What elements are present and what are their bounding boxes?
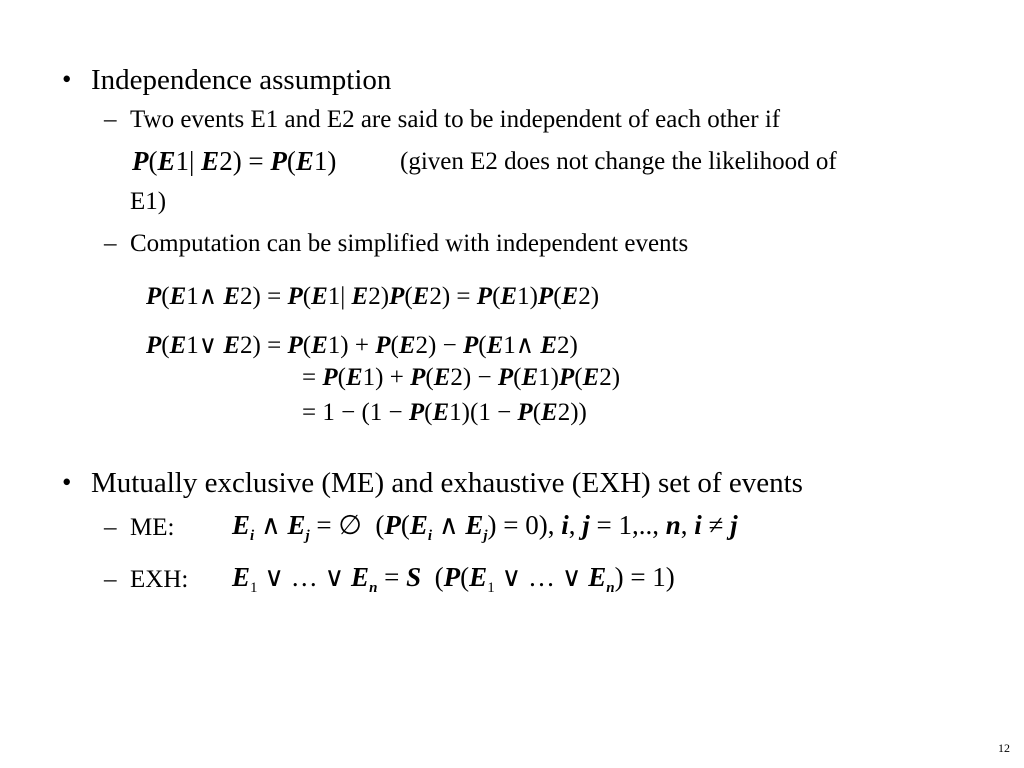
bullet-independence-assumption: Independence assumption — [91, 64, 392, 96]
sub-bullet-exh-label: EXH: — [130, 566, 189, 593]
formula-union-line3: = 1 − (1 − P(E1)(1 − P(E2)) — [302, 399, 587, 426]
dash-marker: – — [104, 514, 117, 541]
dash-marker: – — [104, 106, 117, 133]
dash-marker: – — [104, 230, 117, 257]
formula-exhaustive: $E_1$ ∨ … ∨ $E_n = S$ ($P(E_1$ ∨ … ∨ $E_n) = 1$) — [232, 562, 675, 596]
bullet-mutually-exclusive-exhaustive: Mutually exclusive (ME) and exhaustive (EXH) set of events — [91, 467, 803, 499]
bullet-marker: • — [62, 64, 72, 94]
bullet-marker: • — [62, 467, 72, 497]
sub-bullet-me-label: ME: — [130, 514, 175, 541]
formula-mutually-exclusive: $E_i$ ∧ $E_j$ = ∅ ($P(E_i$ ∧ $E_j) = 0$), i, j = 1,.., n, i ≠ j — [232, 510, 738, 544]
formula-joint-probability: P(E1∧ E2) = P(E1| E2)P(E2) = P(E1)P(E2) — [146, 283, 600, 310]
formula-conditional-independence: P(E1| E2) = P(E1) — [132, 146, 337, 176]
sub-bullet-computation: Computation can be simplified with independent events — [130, 230, 689, 257]
dash-marker: – — [104, 566, 117, 593]
sub-bullet-independence-definition: Two events E1 and E2 are said to be independent of each other if — [130, 106, 781, 133]
formula-union-line1: P(E1∨ E2) = P(E1) + P(E2) − P(E1∧ E2) — [146, 332, 578, 359]
formula-union-line2: = P(E1) + P(E2) − P(E1)P(E2) — [302, 364, 621, 391]
page-number: 12 — [998, 741, 1010, 755]
formula-note-continuation: E1) — [130, 188, 167, 215]
formula-note: (given E2 does not change the likelihood of — [400, 148, 837, 175]
